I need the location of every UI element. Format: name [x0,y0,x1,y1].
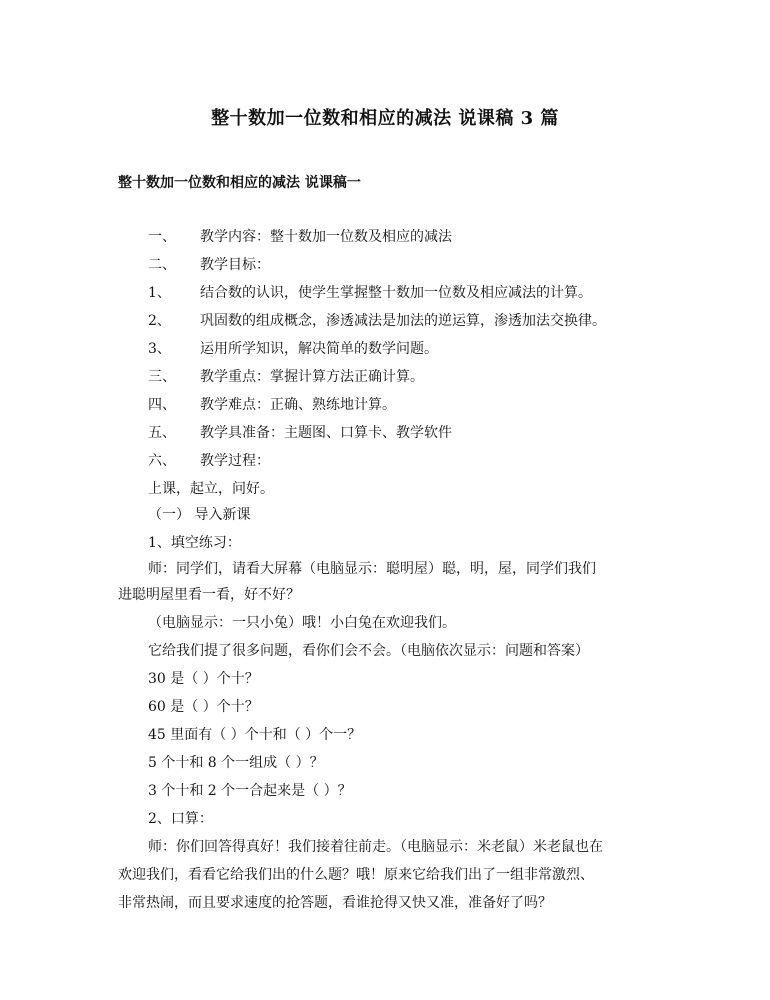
outline-text: 教学目标： [200,257,270,273]
body-line: 3 个十和 2 个一合起来是（ ）？ [148,783,352,799]
body-line: （电脑显示：一只小兔）哦！小白兔在欢迎我们。 [148,615,456,631]
section-title: 整十数加一位数和相应的减法 说课稿一 [118,175,361,191]
outline-number: 二、 [148,257,176,273]
body-line: 欢迎我们，看看它给我们出的什么题？哦！原来它给我们出了一组非常激烈、 [118,867,594,883]
outline-number: 四、 [148,397,176,413]
body-line: 师：同学们，请看大屏幕（电脑显示：聪明屋）聪，明，屋，同学们我们 [148,561,596,577]
outline-text: 教学过程： [200,453,270,469]
body-line: 2、口算： [148,811,213,827]
body-line: 进聪明屋里看一看，好不好？ [118,587,300,603]
outline-number: 六、 [148,453,176,469]
outline-text: 教学具准备：主题图、口算卡、教学软件 [200,425,452,441]
outline-number: 一、 [148,229,176,245]
body-line: 非常热闹，而且要求速度的抢答题，看谁抢得又快又准，准备好了吗？ [118,895,552,911]
outline-text: 巩固数的组成概念，渗透减法是加法的逆运算，渗透加法交换律。 [200,313,606,329]
outline-text: 运用所学知识，解决简单的数学问题。 [200,341,438,357]
body-line: 1、填空练习： [148,535,241,551]
body-line: 60 是（ ）个十？ [148,699,259,715]
outline-text: 结合数的认识，使学生掌握整十数加一位数及相应减法的计算。 [200,285,592,301]
outline-number: 1、 [148,285,171,301]
outline-text: 教学内容：整十数加一位数及相应的减法 [200,229,452,245]
body-line: 30 是（ ）个十？ [148,671,259,687]
body-line: 45 里面有（ ）个十和（ ）个一？ [148,727,362,743]
body-line: （一） 导入新课 [148,507,251,523]
body-line: 它给我们提了很多问题，看你们会不会。（电脑依次显示：问题和答案） [148,643,589,659]
outline-number: 三、 [148,369,176,385]
outline-text: 教学难点：正确、熟练地计算。 [200,397,396,413]
body-line: 师：你们回答得真好！我们接着往前走。（电脑显示：米老鼠）米老鼠也在 [148,839,603,855]
body-line: 上课，起立，问好。 [148,481,274,497]
document-title: 整十数加一位数和相应的减法 说课稿 3 篇 [211,108,559,129]
body-line: 5 个十和 8 个一组成（ ）？ [148,755,324,771]
outline-number: 2、 [148,313,171,329]
outline-number: 3、 [148,341,171,357]
outline-text: 教学重点：掌握计算方法正确计算。 [200,369,424,385]
outline-number: 五、 [148,425,176,441]
